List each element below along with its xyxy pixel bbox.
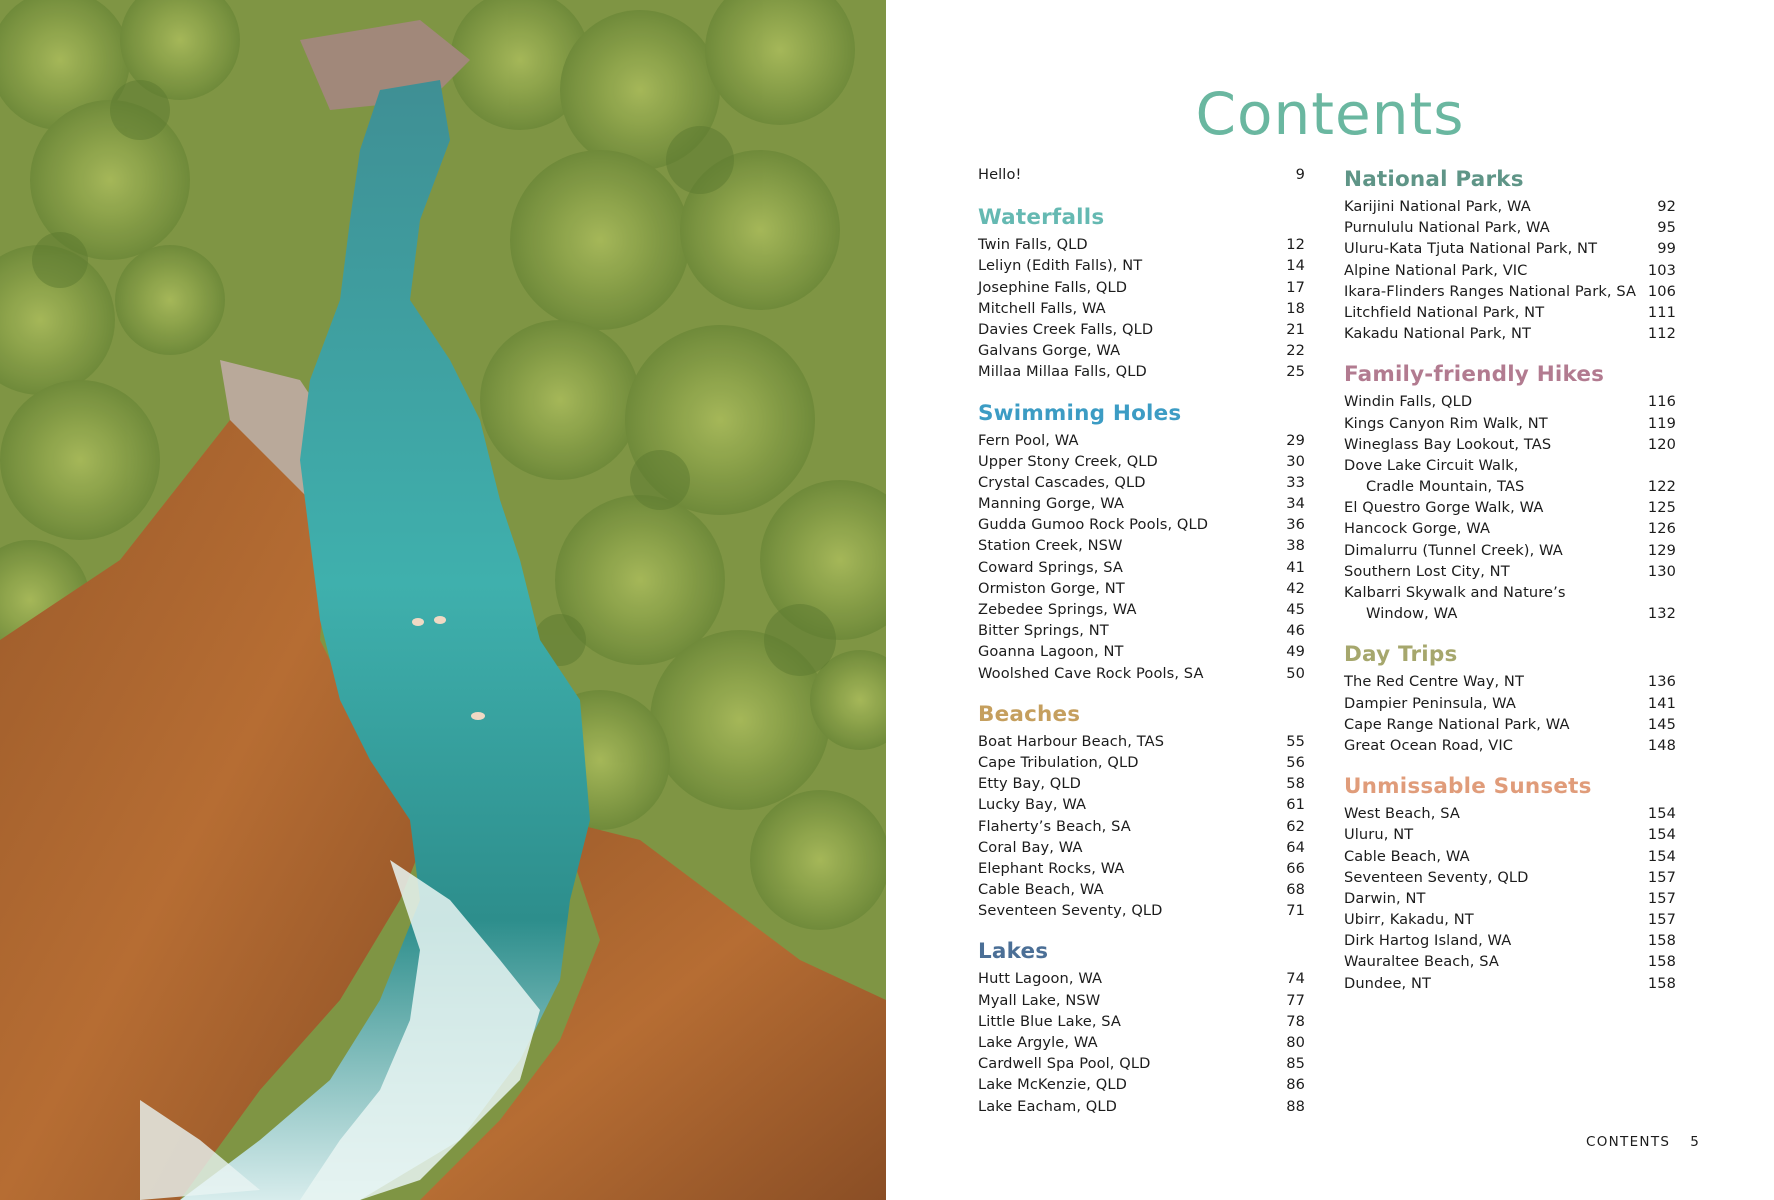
contents-entry[interactable] — [978, 1034, 1305, 1055]
contents-entry[interactable] — [1344, 975, 1676, 996]
section-heading: Unmissable Sunsets — [1344, 774, 1592, 800]
contents-entry[interactable] — [978, 516, 1305, 537]
entry-label: Upper Stony Creek, QLD — [978, 452, 1158, 470]
entry-page-number: 68 — [1286, 881, 1305, 899]
entry-page-number: 122 — [1647, 478, 1676, 496]
entry-label: Etty Bay, QLD — [978, 775, 1081, 793]
contents-entry[interactable] — [978, 559, 1305, 580]
contents-entry[interactable] — [1344, 605, 1676, 626]
entry-page-number: 95 — [1657, 219, 1676, 237]
contents-entry[interactable] — [978, 796, 1305, 817]
contents-entry[interactable] — [1344, 542, 1676, 563]
entry-page-number: 30 — [1286, 452, 1305, 470]
entry-page-number: 58 — [1286, 775, 1305, 793]
entry-page-number: 148 — [1647, 736, 1676, 754]
entry-page-number: 158 — [1647, 953, 1676, 971]
entry-label: Great Ocean Road, VIC — [1344, 736, 1514, 754]
entry-page-number: 92 — [1657, 198, 1676, 215]
entry-label: Bitter Springs, NT — [978, 622, 1109, 640]
entry-label: Josephine Falls, QLD — [978, 278, 1128, 296]
contents-entry[interactable] — [978, 902, 1305, 923]
entry-page-number: 22 — [1286, 342, 1305, 360]
entry-page-number: 12 — [1286, 236, 1305, 254]
entry-page-number: 130 — [1647, 562, 1676, 580]
entry-page-number: 158 — [1647, 974, 1676, 992]
entry-page-number: 80 — [1286, 1034, 1305, 1051]
entry-label: Manning Gorge, WA — [978, 495, 1125, 513]
contents-entry[interactable] — [978, 342, 1305, 363]
photo-illustration — [0, 0, 886, 1200]
entry-label: Uluru, NT — [1344, 826, 1414, 844]
entry-label: Twin Falls, QLD — [978, 236, 1088, 254]
entry-label: Kalbarri Skywalk and Nature’s — [1344, 584, 1566, 601]
contents-entry[interactable] — [978, 1013, 1305, 1034]
entry-label: Myall Lake, NSW — [978, 991, 1101, 1009]
contents-entry[interactable] — [1344, 890, 1676, 911]
section-waterfalls — [978, 204, 1305, 384]
contents-entry[interactable] — [978, 818, 1305, 839]
contents-entry[interactable] — [1344, 415, 1676, 436]
section-lakes — [978, 938, 1305, 1118]
entry-page-number: 125 — [1647, 499, 1676, 517]
contents-entry[interactable] — [1344, 911, 1676, 932]
contents-entry[interactable] — [978, 236, 1305, 257]
entry-page-number: 14 — [1286, 257, 1305, 275]
contents-entry[interactable] — [1344, 325, 1676, 346]
contents-entry[interactable] — [1344, 869, 1676, 890]
contents-entry[interactable] — [978, 643, 1305, 664]
entry-page-number: 77 — [1286, 991, 1305, 1009]
contents-entry[interactable] — [1344, 240, 1676, 261]
entry-label: Ormiston Gorge, NT — [978, 579, 1125, 597]
entry-label: Zebedee Springs, WA — [978, 601, 1137, 618]
contents-entry[interactable] — [978, 537, 1305, 558]
entry-label: Wineglass Bay Lookout, TAS — [1344, 435, 1552, 453]
entry-label: Lake McKenzie, QLD — [978, 1076, 1127, 1094]
entry-label: Seventeen Seventy, QLD — [978, 902, 1163, 920]
entry-label: Alpine National Park, VIC — [1344, 261, 1528, 279]
entry-label: Darwin, NT — [1344, 889, 1426, 907]
contents-entry[interactable] — [978, 775, 1305, 796]
entry-page-number: 106 — [1647, 282, 1676, 300]
contents-entry[interactable] — [978, 1076, 1305, 1097]
contents-entry[interactable] — [978, 601, 1305, 622]
entry-page-number: 29 — [1286, 431, 1305, 449]
entry-page-number: 18 — [1286, 299, 1305, 317]
contents-entry[interactable] — [1344, 499, 1676, 520]
entry-page-number: 61 — [1286, 796, 1305, 814]
entry-label: Litchfield National Park, NT — [1344, 303, 1545, 321]
entry-page-number: 154 — [1647, 826, 1676, 844]
entry-label: Seventeen Seventy, QLD — [1344, 868, 1529, 886]
contents-entry[interactable] — [978, 363, 1305, 384]
contents-entry[interactable] — [1344, 393, 1676, 414]
entry-page-number: 154 — [1647, 805, 1676, 823]
contents-entry[interactable] — [1344, 478, 1676, 499]
contents-entry[interactable] — [978, 754, 1305, 775]
entry-label: Hello! — [978, 166, 1022, 183]
entry-page-number: 136 — [1647, 673, 1676, 691]
entry-page-number: 62 — [1286, 817, 1305, 835]
entry-page-number: 25 — [1286, 363, 1305, 381]
entry-label: Galvans Gorge, WA — [978, 342, 1121, 360]
entry-label: Dirk Hartog Island, WA — [1344, 932, 1512, 950]
river-gorge-aerial-photo — [0, 0, 886, 1200]
contents-entry[interactable] — [978, 970, 1305, 991]
contents-entry[interactable] — [1344, 673, 1676, 694]
entry-label: Woolshed Cave Rock Pools, SA — [978, 664, 1204, 682]
contents-column-left — [978, 166, 1305, 1134]
entry-label: El Questro Gorge Walk, WA — [1344, 499, 1544, 517]
entry-page-number: 17 — [1286, 278, 1305, 296]
entry-label: Davies Creek Falls, QLD — [978, 320, 1154, 338]
contents-entry[interactable] — [1344, 563, 1676, 584]
section-swimming — [978, 400, 1305, 686]
entry-page-number: 86 — [1286, 1076, 1305, 1094]
entry-page-number: 41 — [1286, 558, 1305, 576]
entry-label: Coward Springs, SA — [978, 558, 1123, 576]
entry-page-number: 99 — [1657, 240, 1676, 258]
entry-label: Dundee, NT — [1344, 974, 1432, 992]
entry-page-number: 46 — [1286, 622, 1305, 640]
entry-page-number: 9 — [1295, 166, 1305, 183]
entry-label: Elephant Rocks, WA — [978, 859, 1125, 877]
entry-label: Wauraltee Beach, SA — [1344, 953, 1499, 971]
entry-page-number: 141 — [1647, 694, 1676, 712]
entry-label: Cable Beach, WA — [978, 881, 1104, 899]
entry-label: Ikara-Flinders Ranges National Park, SA — [1344, 282, 1637, 300]
contents-entry[interactable] — [978, 860, 1305, 881]
entry-page-number: 34 — [1286, 495, 1305, 513]
entry-label: Dampier Peninsula, WA — [1344, 694, 1516, 712]
entry-label: Leliyn (Edith Falls), NT — [978, 257, 1143, 275]
section-heading: Day Trips — [1344, 642, 1458, 668]
contents-column-right — [1344, 166, 1676, 1011]
contents-entry[interactable] — [978, 495, 1305, 516]
contents-entry[interactable] — [978, 453, 1305, 474]
entry-label: Southern Lost City, NT — [1344, 562, 1510, 580]
page-title: Contents — [1195, 80, 1465, 148]
entry-page-number: 74 — [1286, 970, 1305, 988]
entry-label: Window, WA — [1366, 605, 1458, 623]
entry-page-number: 78 — [1286, 1012, 1305, 1030]
running-head: CONTENTS — [1586, 1134, 1671, 1150]
section-daytrips — [1344, 641, 1676, 758]
entry-label: Mitchell Falls, WA — [978, 299, 1106, 317]
entry-label: Gudda Gumoo Rock Pools, QLD — [978, 516, 1209, 534]
folio-page-number: 5 — [1690, 1134, 1701, 1150]
contents-entry[interactable] — [978, 432, 1305, 453]
section-heading: Lakes — [978, 939, 1049, 965]
section-family — [1344, 361, 1676, 626]
page-footer — [1586, 1134, 1700, 1150]
entry-label: Hutt Lagoon, WA — [978, 970, 1103, 988]
contents-entry[interactable] — [978, 321, 1305, 342]
entry-label: Cape Tribulation, QLD — [978, 753, 1139, 771]
contents-entry[interactable] — [978, 474, 1305, 495]
entry-page-number: 42 — [1286, 579, 1305, 597]
contents-entry[interactable] — [1344, 198, 1676, 219]
entry-label: Little Blue Lake, SA — [978, 1012, 1122, 1030]
entry-label: Ubirr, Kakadu, NT — [1344, 911, 1474, 929]
entry-page-number: 132 — [1647, 605, 1676, 623]
entry-label: Lake Eacham, QLD — [978, 1097, 1117, 1115]
entry-page-number: 103 — [1647, 261, 1676, 279]
contents-entry[interactable] — [1344, 457, 1676, 478]
contents-entry[interactable] — [1344, 584, 1676, 605]
entry-label: Cape Range National Park, WA — [1344, 715, 1570, 733]
entry-page-number: 157 — [1647, 868, 1676, 886]
entry-label: The Red Centre Way, NT — [1344, 673, 1524, 691]
entry-label: Fern Pool, WA — [978, 431, 1079, 449]
contents-entry[interactable] — [1344, 283, 1676, 304]
contents-entry[interactable] — [1344, 695, 1676, 716]
contents-entry[interactable] — [978, 1055, 1305, 1076]
entry-label: Uluru-Kata Tjuta National Park, NT — [1344, 240, 1598, 258]
contents-entry[interactable] — [1344, 932, 1676, 953]
contents-entry[interactable] — [1344, 520, 1676, 541]
entry-page-number: 157 — [1647, 911, 1676, 929]
entry-label: Kings Canyon Rim Walk, NT — [1344, 414, 1548, 432]
contents-entry[interactable] — [1344, 716, 1676, 737]
contents-entry[interactable] — [978, 257, 1305, 278]
entry-page-number: 111 — [1647, 303, 1676, 321]
entry-page-number: 154 — [1647, 847, 1676, 865]
contents-entry[interactable] — [978, 839, 1305, 860]
entry-label: Cradle Mountain, TAS — [1366, 478, 1525, 496]
entry-label: Cable Beach, WA — [1344, 847, 1470, 865]
entry-label: Goanna Lagoon, NT — [978, 643, 1124, 661]
entry-page-number: 71 — [1286, 902, 1305, 920]
entry-label: Purnululu National Park, WA — [1344, 219, 1550, 237]
contents-entry[interactable] — [978, 279, 1305, 300]
contents-entry[interactable] — [978, 733, 1305, 754]
contents-entry[interactable] — [1344, 219, 1676, 240]
entry-page-number: 145 — [1647, 715, 1676, 733]
contents-entry[interactable] — [1344, 805, 1676, 826]
section-beaches — [978, 701, 1305, 924]
entry-page-number: 112 — [1647, 325, 1676, 343]
contents-entry[interactable] — [978, 580, 1305, 601]
entry-page-number: 66 — [1286, 859, 1305, 877]
entry-label: Lake Argyle, WA — [978, 1034, 1098, 1051]
entry-page-number: 85 — [1286, 1055, 1305, 1073]
entry-page-number: 88 — [1286, 1097, 1305, 1115]
contents-entry[interactable] — [978, 992, 1305, 1013]
entry-page-number: 38 — [1286, 537, 1305, 555]
entry-page-number: 33 — [1286, 473, 1305, 491]
contents-entry[interactable] — [978, 665, 1305, 686]
entry-label: Windin Falls, QLD — [1344, 393, 1473, 411]
entry-label: Cardwell Spa Pool, QLD — [978, 1055, 1151, 1073]
entry-page-number: 55 — [1286, 732, 1305, 750]
entry-label: Karijini National Park, WA — [1344, 198, 1531, 215]
entry-label: Kakadu National Park, NT — [1344, 325, 1532, 343]
contents-entry[interactable] — [978, 622, 1305, 643]
entry-label: Dove Lake Circuit Walk, — [1344, 456, 1519, 474]
entry-label: Boat Harbour Beach, TAS — [978, 732, 1165, 750]
contents-entry[interactable] — [1344, 953, 1676, 974]
section-heading: Family-friendly Hikes — [1344, 362, 1605, 388]
entry-label: Coral Bay, WA — [978, 838, 1083, 856]
entry-label: Millaa Millaa Falls, QLD — [978, 363, 1147, 381]
contents-entry-hello[interactable] — [978, 166, 1305, 187]
contents-page — [886, 0, 1774, 1200]
section-national — [1344, 166, 1676, 346]
section-heading: National Parks — [1344, 167, 1524, 192]
contents-entry[interactable] — [1344, 304, 1676, 325]
entry-page-number: 120 — [1647, 435, 1676, 453]
entry-label: Flaherty’s Beach, SA — [978, 817, 1131, 835]
entry-label: West Beach, SA — [1344, 805, 1460, 823]
entry-page-number: 64 — [1286, 838, 1305, 856]
section-heading: Beaches — [978, 701, 1081, 727]
entry-page-number: 36 — [1286, 516, 1305, 534]
contents-entry[interactable] — [1344, 262, 1676, 283]
contents-entry[interactable] — [978, 300, 1305, 321]
entry-page-number: 49 — [1286, 643, 1305, 661]
entry-label: Crystal Cascades, QLD — [978, 473, 1146, 491]
entry-label: Dimalurru (Tunnel Creek), WA — [1344, 541, 1563, 559]
contents-entry[interactable] — [978, 881, 1305, 902]
contents-entry[interactable] — [1344, 737, 1676, 758]
entry-page-number: 157 — [1647, 889, 1676, 907]
entry-page-number: 45 — [1286, 601, 1305, 618]
section-heading: Swimming Holes — [978, 400, 1182, 426]
entry-page-number: 21 — [1286, 320, 1305, 338]
entry-page-number: 56 — [1286, 753, 1305, 771]
contents-entry[interactable] — [1344, 826, 1676, 847]
entry-page-number: 116 — [1647, 393, 1676, 411]
contents-entry[interactable] — [1344, 848, 1676, 869]
contents-entry[interactable] — [978, 1098, 1305, 1119]
section-sunsets — [1344, 773, 1676, 996]
entry-label: Station Creek, NSW — [978, 537, 1123, 555]
contents-entry[interactable] — [1344, 436, 1676, 457]
entry-page-number: 129 — [1647, 541, 1676, 559]
entry-page-number: 126 — [1647, 520, 1676, 538]
entry-page-number: 158 — [1647, 932, 1676, 950]
entry-page-number: 119 — [1647, 414, 1676, 432]
entry-label: Lucky Bay, WA — [978, 796, 1087, 814]
entry-page-number: 50 — [1286, 664, 1305, 682]
entry-label: Hancock Gorge, WA — [1344, 520, 1491, 538]
section-heading: Waterfalls — [978, 205, 1105, 231]
